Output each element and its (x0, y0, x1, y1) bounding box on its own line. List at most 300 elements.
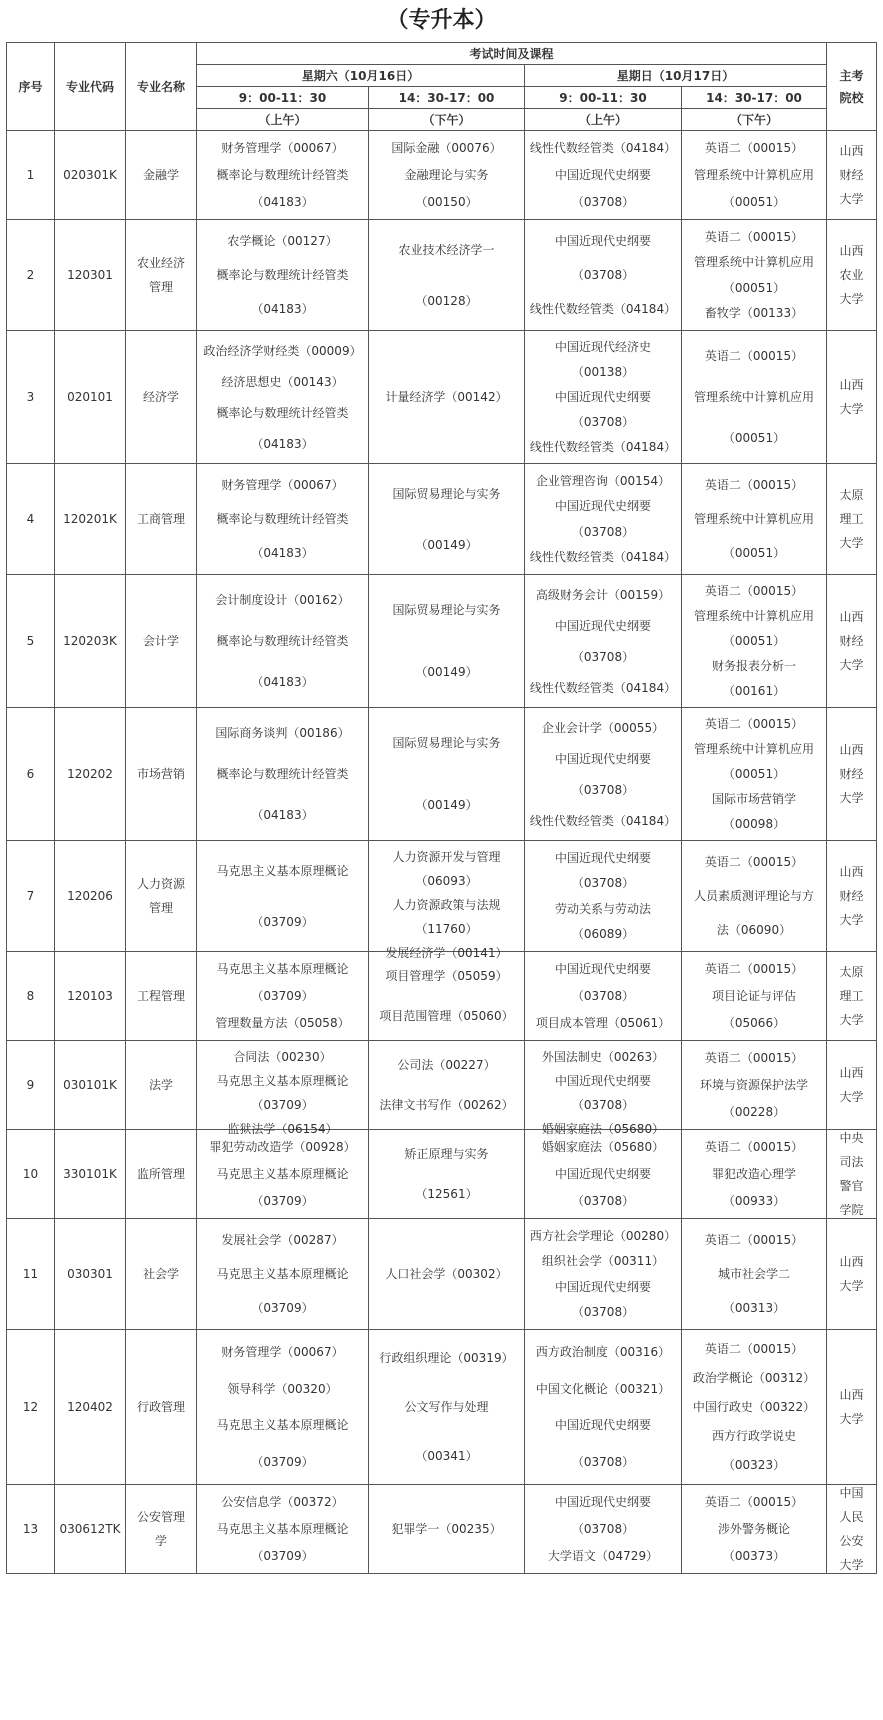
course-line: （00128） (415, 293, 478, 308)
course-line: 国际商务谈判（00186） (215, 725, 350, 740)
row-number: 3 (7, 331, 55, 464)
exam-cell-sat-am (197, 1485, 369, 1574)
course-line: （00051） (722, 633, 786, 648)
table-row (7, 1219, 877, 1330)
header-sun-am: （上午） (525, 109, 682, 131)
major-code: 120203K (55, 575, 126, 708)
course-line: （03708） (571, 194, 635, 209)
host-school (827, 1485, 877, 1574)
exam-cell-sat-am (197, 131, 369, 220)
course-line: 社会学 (142, 1267, 179, 1281)
course-line: 中国近现代史纲要 (554, 618, 651, 633)
course-line: 农业经济 (136, 256, 185, 270)
course-line: 行政组织理论（00319） (379, 1351, 514, 1366)
course-line: 山西 (839, 610, 864, 624)
course-line: （03709） (251, 1193, 314, 1208)
course-line: （03708） (571, 988, 635, 1003)
course-line: 概率论与数理统计经管类 (216, 512, 349, 526)
course-line: 大学 (839, 192, 864, 206)
exam-cell-sat-am (197, 575, 369, 708)
course-line: 项目管理学（05059） (385, 969, 508, 983)
course-line: （03709） (251, 914, 314, 929)
course-line: （00098） (722, 816, 786, 831)
course-line: 英语二（00015） (704, 229, 804, 244)
course-line: （03708） (571, 268, 635, 282)
major-name (126, 464, 197, 575)
course-line: 大学 (839, 292, 864, 306)
exam-cell-sun-pm (682, 1485, 827, 1574)
course-line: 财务报表分析一 (712, 658, 797, 673)
course-line: （03708） (571, 1098, 635, 1112)
row-number: 9 (7, 1041, 55, 1130)
course-line: 线性代数经管类（04184） (529, 141, 677, 156)
course-line: （12561） (415, 1187, 478, 1201)
course-line: 领导科学（00320） (227, 1381, 338, 1396)
exam-cell-sun-am (525, 1130, 682, 1219)
course-line: 经济思想史（00143） (221, 374, 344, 389)
course-line: 线性代数经管类（04184） (529, 302, 677, 316)
course-line: 马克思主义基本原理概论 (216, 962, 349, 977)
header-name: 专业名称 (126, 43, 197, 131)
course-line: 中国近现代经济史 (554, 340, 651, 355)
course-line: （00051） (722, 546, 786, 560)
course-line: 大学 (839, 536, 864, 550)
course-line: 警官 (839, 1179, 864, 1193)
exam-cell-sat-am (197, 1041, 369, 1136)
exam-cell-sun-pm (682, 131, 827, 220)
course-line: 学院 (839, 1203, 864, 1217)
course-line: （04183） (251, 675, 314, 690)
course-line: 财经 (839, 634, 864, 648)
host-school (827, 708, 877, 841)
table-row (7, 331, 877, 464)
course-line: 山西 (839, 1255, 864, 1269)
course-line: 大学 (839, 791, 864, 805)
exam-cell-sat-pm (369, 1219, 525, 1330)
course-line: 英语二（00015） (704, 1341, 804, 1356)
course-line: （03708） (571, 1193, 635, 1208)
exam-cell-sun-pm (682, 708, 827, 841)
course-line: 金融学 (142, 168, 179, 182)
course-line: （00138） (571, 365, 635, 380)
course-line: 马克思主义基本原理概论 (216, 1418, 349, 1433)
course-line: 山西 (839, 244, 864, 258)
course-line: （03708） (571, 524, 635, 539)
course-line: 英语二（00015） (704, 478, 804, 492)
course-line: （00051） (722, 766, 786, 781)
major-code: 020101 (55, 331, 126, 464)
row-number: 7 (7, 841, 55, 952)
major-code: 120402 (55, 1330, 126, 1485)
exam-cell-sun-am (525, 131, 682, 220)
course-line: 中央 (839, 1131, 864, 1145)
exam-cell-sun-am (525, 220, 682, 331)
row-number: 11 (7, 1219, 55, 1330)
exam-cell-sat-pm (369, 464, 525, 575)
course-line: 财经 (839, 168, 864, 182)
course-line: 城市社会学二 (718, 1267, 791, 1281)
course-line: 劳动关系与劳动法 (554, 901, 651, 916)
major-name (126, 131, 197, 220)
course-line: （03708） (571, 876, 635, 891)
course-line: （03708） (571, 1521, 635, 1536)
course-line: 涉外警务概论 (718, 1521, 791, 1536)
course-line: 中国行政史（00322） (692, 1399, 816, 1414)
host-school (827, 1041, 877, 1130)
course-line: （00323） (722, 1458, 786, 1473)
exam-cell-sun-am (525, 952, 682, 1041)
course-line: 概率论与数理统计经管类 (216, 167, 349, 182)
course-line: 计量经济学（00142） (385, 390, 508, 404)
course-line: 项目范围管理（05060） (379, 1009, 514, 1023)
course-line: 学 (154, 1534, 167, 1548)
exam-cell-sun-pm (682, 952, 827, 1041)
course-line: 会计学 (142, 634, 179, 648)
course-line: 婚姻家庭法（05680） (541, 1122, 665, 1136)
course-line: 人力资源政策与法规 (392, 898, 501, 912)
course-line: 英语二（00015） (704, 348, 804, 363)
course-line: （04183） (251, 546, 314, 560)
course-line: 中国近现代史纲要 (554, 1166, 651, 1181)
header-exam-group: 考试时间及课程 (197, 43, 827, 65)
course-line: （00149） (415, 798, 478, 812)
major-name (126, 575, 197, 708)
course-line: （00228） (722, 1104, 786, 1119)
course-line: 大学 (839, 913, 864, 927)
row-number: 8 (7, 952, 55, 1041)
exam-cell-sat-am (197, 1219, 369, 1330)
course-line: 理工 (839, 989, 864, 1003)
major-name (126, 331, 197, 464)
course-line: 犯罪学一（00235） (391, 1522, 502, 1536)
course-line: 畜牧学（00133） (704, 306, 804, 321)
host-school (827, 841, 877, 952)
table-row (7, 464, 877, 575)
course-line: 市场营销 (136, 767, 185, 781)
row-number: 10 (7, 1130, 55, 1219)
course-line: 人员素质测评理论与方 (694, 889, 815, 903)
major-code: 120301 (55, 220, 126, 331)
course-line: 中国近现代史纲要 (554, 962, 651, 977)
exam-cell-sun-pm (682, 1041, 827, 1130)
course-line: 太原 (839, 965, 864, 979)
course-line: （06093） (415, 874, 478, 888)
host-school (827, 464, 877, 575)
header-sun-pm: （下午） (682, 109, 827, 131)
course-line: 线性代数经管类（04184） (529, 680, 677, 695)
course-line: 大学 (839, 402, 864, 416)
course-line: 中国近现代史纲要 (554, 167, 651, 182)
exam-cell-sat-pm (369, 1485, 525, 1574)
course-line: 农业 (839, 268, 864, 282)
course-line: 政治学概论（00312） (692, 1370, 816, 1385)
course-line: 大学 (839, 658, 864, 672)
course-line: 英语二（00015） (704, 141, 804, 156)
header-school-text: 主考院校 (839, 68, 864, 105)
course-line: 概率论与数理统计经管类 (216, 268, 349, 282)
course-line: 英语二（00015） (704, 1233, 804, 1247)
course-line: （03709） (251, 1301, 314, 1315)
course-line: 管理系统中计算机应用 (694, 255, 815, 270)
major-name (126, 1219, 197, 1330)
course-line: （03708） (571, 1454, 635, 1469)
course-line: 太原 (839, 488, 864, 502)
course-line: 西方政治制度（00316） (535, 1345, 671, 1360)
row-number: 12 (7, 1330, 55, 1485)
row-number: 2 (7, 220, 55, 331)
course-line: 财经 (839, 767, 864, 781)
course-line: 会计制度设计（00162） (215, 592, 350, 607)
course-line: 国际贸易理论与实务 (392, 603, 501, 617)
course-line: 合同法（00230） (233, 1050, 332, 1064)
course-line: （04183） (251, 302, 314, 316)
course-line: 管理系统中计算机应用 (694, 609, 815, 624)
course-line: 监所管理 (136, 1167, 185, 1181)
header-saturday: 星期六（10月16日） (197, 65, 525, 87)
major-name (126, 841, 197, 952)
course-line: 工商管理 (136, 512, 185, 526)
row-number: 1 (7, 131, 55, 220)
table-row (7, 131, 877, 220)
course-line: 概率论与数理统计经管类 (216, 633, 349, 648)
header-sat-pm-time: 14：30-17：00 (369, 87, 525, 109)
course-line: 法律文书写作（00262） (379, 1098, 514, 1112)
course-line: （00051） (722, 280, 786, 295)
course-line: （11760） (415, 922, 478, 936)
course-line: （04183） (251, 436, 314, 451)
course-line: 西方社会学理论（00280） (529, 1228, 677, 1243)
major-name (126, 220, 197, 331)
course-line: 马克思主义基本原理概论 (216, 1166, 349, 1181)
course-line: 矫正原理与实务 (404, 1147, 489, 1161)
course-line: 法（06090） (716, 923, 792, 937)
table-row (7, 220, 877, 331)
course-line: 财务管理学（00067） (221, 1345, 344, 1360)
course-line: 外国法制史（00263） (541, 1050, 665, 1064)
course-line: 管理系统中计算机应用 (694, 742, 815, 757)
course-line: 人口社会学（00302） (385, 1267, 508, 1281)
course-line: （00373） (722, 1548, 786, 1563)
course-line: 马克思主义基本原理概论 (216, 1074, 349, 1088)
course-line: 英语二（00015） (704, 1495, 804, 1510)
exam-cell-sat-am (197, 220, 369, 331)
course-line: 行政管理 (136, 1400, 185, 1414)
course-line: 中国近现代史纲要 (554, 751, 651, 766)
course-line: 政治经济学财经类（00009） (203, 343, 362, 358)
course-line: 金融理论与实务 (404, 167, 489, 182)
course-line: 公安信息学（00372） (221, 1495, 344, 1510)
header-sun-pm-time: 14：30-17：00 (682, 87, 827, 109)
course-line: （04183） (251, 808, 314, 823)
exam-cell-sun-pm (682, 464, 827, 575)
course-line: 概率论与数理统计经管类 (216, 766, 349, 781)
host-school (827, 1130, 877, 1219)
exam-cell-sat-pm (369, 331, 525, 464)
course-line: 中国近现代史纲要 (554, 234, 651, 248)
host-school (827, 131, 877, 220)
course-line: （00051） (722, 194, 786, 209)
course-line: 英语二（00015） (704, 717, 804, 732)
host-school (827, 1330, 877, 1485)
course-line: 山西 (839, 1066, 864, 1080)
course-line: 管理 (148, 901, 173, 915)
host-school (827, 575, 877, 708)
course-line: 大学 (839, 1412, 864, 1426)
course-line: 线性代数经管类（04184） (529, 439, 677, 454)
exam-cell-sun-pm (682, 1130, 827, 1219)
course-line: 马克思主义基本原理概论 (216, 1267, 349, 1281)
page-title: （专升本） (386, 8, 497, 33)
course-line: 线性代数经管类（04184） (529, 813, 677, 828)
course-line: （00150） (415, 194, 478, 209)
course-line: 项目成本管理（05061） (535, 1015, 671, 1030)
course-line: 国际贸易理论与实务 (392, 486, 501, 501)
exam-cell-sun-am (525, 1485, 682, 1574)
major-code: 030101K (55, 1041, 126, 1130)
exam-cell-sun-pm (682, 220, 827, 331)
course-line: 山西 (839, 743, 864, 757)
table-row (7, 1130, 877, 1219)
exam-cell-sat-pm (369, 131, 525, 220)
course-line: 大学 (839, 1279, 864, 1293)
course-line: 农业技术经济学一 (398, 242, 495, 257)
course-line: （05066） (722, 1015, 786, 1030)
major-code: 030612TK (55, 1485, 126, 1574)
host-school (827, 220, 877, 331)
table-row (7, 1330, 877, 1485)
exam-cell-sun-am (525, 331, 682, 464)
course-line: 中国 (839, 1486, 864, 1500)
course-line: 人民 (839, 1510, 864, 1524)
course-line: （03709） (251, 1548, 314, 1563)
course-line: 大学 (839, 1090, 864, 1104)
course-line: 婚姻家庭法（05680） (541, 1140, 665, 1155)
exam-cell-sat-pm (369, 575, 525, 708)
exam-cell-sat-am (197, 1130, 369, 1219)
exam-cell-sat-am (197, 841, 369, 952)
major-code: 120103 (55, 952, 126, 1041)
table-row (7, 952, 877, 1041)
exam-cell-sun-am (525, 708, 682, 841)
exam-cell-sun-am (525, 1330, 682, 1485)
course-line: 概率论与数理统计经管类 (216, 405, 349, 420)
course-line: 管理系统中计算机应用 (694, 512, 815, 526)
exam-schedule-table (6, 42, 877, 1574)
exam-cell-sat-am (197, 331, 369, 464)
exam-cell-sun-pm (682, 841, 827, 952)
row-number: 5 (7, 575, 55, 708)
course-line: 线性代数经管类（04184） (529, 550, 677, 565)
course-line: 山西 (839, 144, 864, 158)
row-number: 6 (7, 708, 55, 841)
major-name (126, 1330, 197, 1485)
course-line: 中国近现代史纲要 (554, 1074, 651, 1088)
course-line: 公安管理 (136, 1510, 185, 1524)
course-line: 中国近现代史纲要 (554, 1495, 651, 1510)
exam-cell-sat-am (197, 1330, 369, 1485)
exam-cell-sat-am (197, 708, 369, 841)
course-line: 马克思主义基本原理概论 (216, 863, 349, 878)
host-school (827, 331, 877, 464)
header-code: 专业代码 (55, 43, 126, 131)
course-line: 罪犯改造心理学 (712, 1166, 797, 1181)
course-line: 环境与资源保护法学 (700, 1077, 809, 1092)
course-line: （00149） (415, 665, 478, 679)
row-number: 4 (7, 464, 55, 575)
course-line: 国际金融（00076） (391, 141, 502, 156)
major-code: 330101K (55, 1130, 126, 1219)
major-name (126, 1130, 197, 1219)
major-code: 120206 (55, 841, 126, 952)
course-line: 中国文化概论（00321） (535, 1381, 671, 1396)
header-no: 序号 (7, 43, 55, 131)
course-line: 大学 (839, 1558, 864, 1572)
table-row (7, 841, 877, 952)
course-line: 中国近现代史纲要 (554, 1279, 651, 1294)
major-code: 030301 (55, 1219, 126, 1330)
course-line: 山西 (839, 378, 864, 392)
table-row (7, 575, 877, 708)
schedule-body (7, 131, 877, 1574)
header-school (827, 43, 877, 131)
course-line: （00341） (415, 1448, 478, 1463)
course-line: 大学 (839, 1013, 864, 1027)
course-line: 国际贸易理论与实务 (392, 736, 501, 750)
host-school (827, 952, 877, 1041)
row-number: 13 (7, 1485, 55, 1574)
exam-cell-sun-am (525, 1041, 682, 1136)
exam-cell-sun-pm (682, 1330, 827, 1485)
course-line: （03708） (571, 649, 635, 664)
exam-cell-sun-pm (682, 575, 827, 708)
header-sat-am-time: 9：00-11：30 (197, 87, 369, 109)
course-line: 公文写作与处理 (404, 1399, 489, 1414)
exam-cell-sat-pm (369, 220, 525, 331)
exam-cell-sat-pm (369, 952, 525, 1041)
course-line: 企业管理咨询（00154） (535, 473, 671, 488)
course-line: 管理数量方法（05058） (215, 1015, 350, 1030)
course-line: （03709） (251, 1098, 314, 1112)
course-line: 财务管理学（00067） (221, 478, 344, 492)
course-line: 财务管理学（00067） (221, 141, 344, 156)
course-line: 理工 (839, 512, 864, 526)
exam-cell-sat-pm (369, 841, 525, 960)
course-line: 马克思主义基本原理概论 (216, 1521, 349, 1536)
exam-cell-sat-pm (369, 708, 525, 841)
table-row (7, 1041, 877, 1130)
course-line: 中国近现代史纲要 (554, 499, 651, 514)
exam-cell-sat-pm (369, 1041, 525, 1130)
course-line: （00933） (722, 1193, 786, 1208)
course-line: 人力资源 (136, 877, 185, 891)
course-line: 英语二（00015） (704, 962, 804, 977)
course-line: 农学概论（00127） (227, 234, 338, 248)
exam-cell-sat-pm (369, 1130, 525, 1219)
major-name (126, 952, 197, 1041)
course-line: 英语二（00015） (704, 584, 804, 599)
exam-cell-sun-pm (682, 1219, 827, 1330)
header-sat-pm: （下午） (369, 109, 525, 131)
course-line: 企业会计学（00055） (541, 720, 665, 735)
course-line: 国际市场营销学 (712, 791, 797, 806)
course-line: 中国近现代史纲要 (554, 850, 651, 865)
course-line: 英语二（00015） (704, 1051, 804, 1066)
course-line: 罪犯劳动改造学（00928） (209, 1140, 356, 1155)
course-line: 山西 (839, 1388, 864, 1402)
course-line: 大学语文（04729） (547, 1548, 659, 1563)
course-line: 人力资源开发与管理 (392, 850, 501, 864)
major-code: 020301K (55, 131, 126, 220)
